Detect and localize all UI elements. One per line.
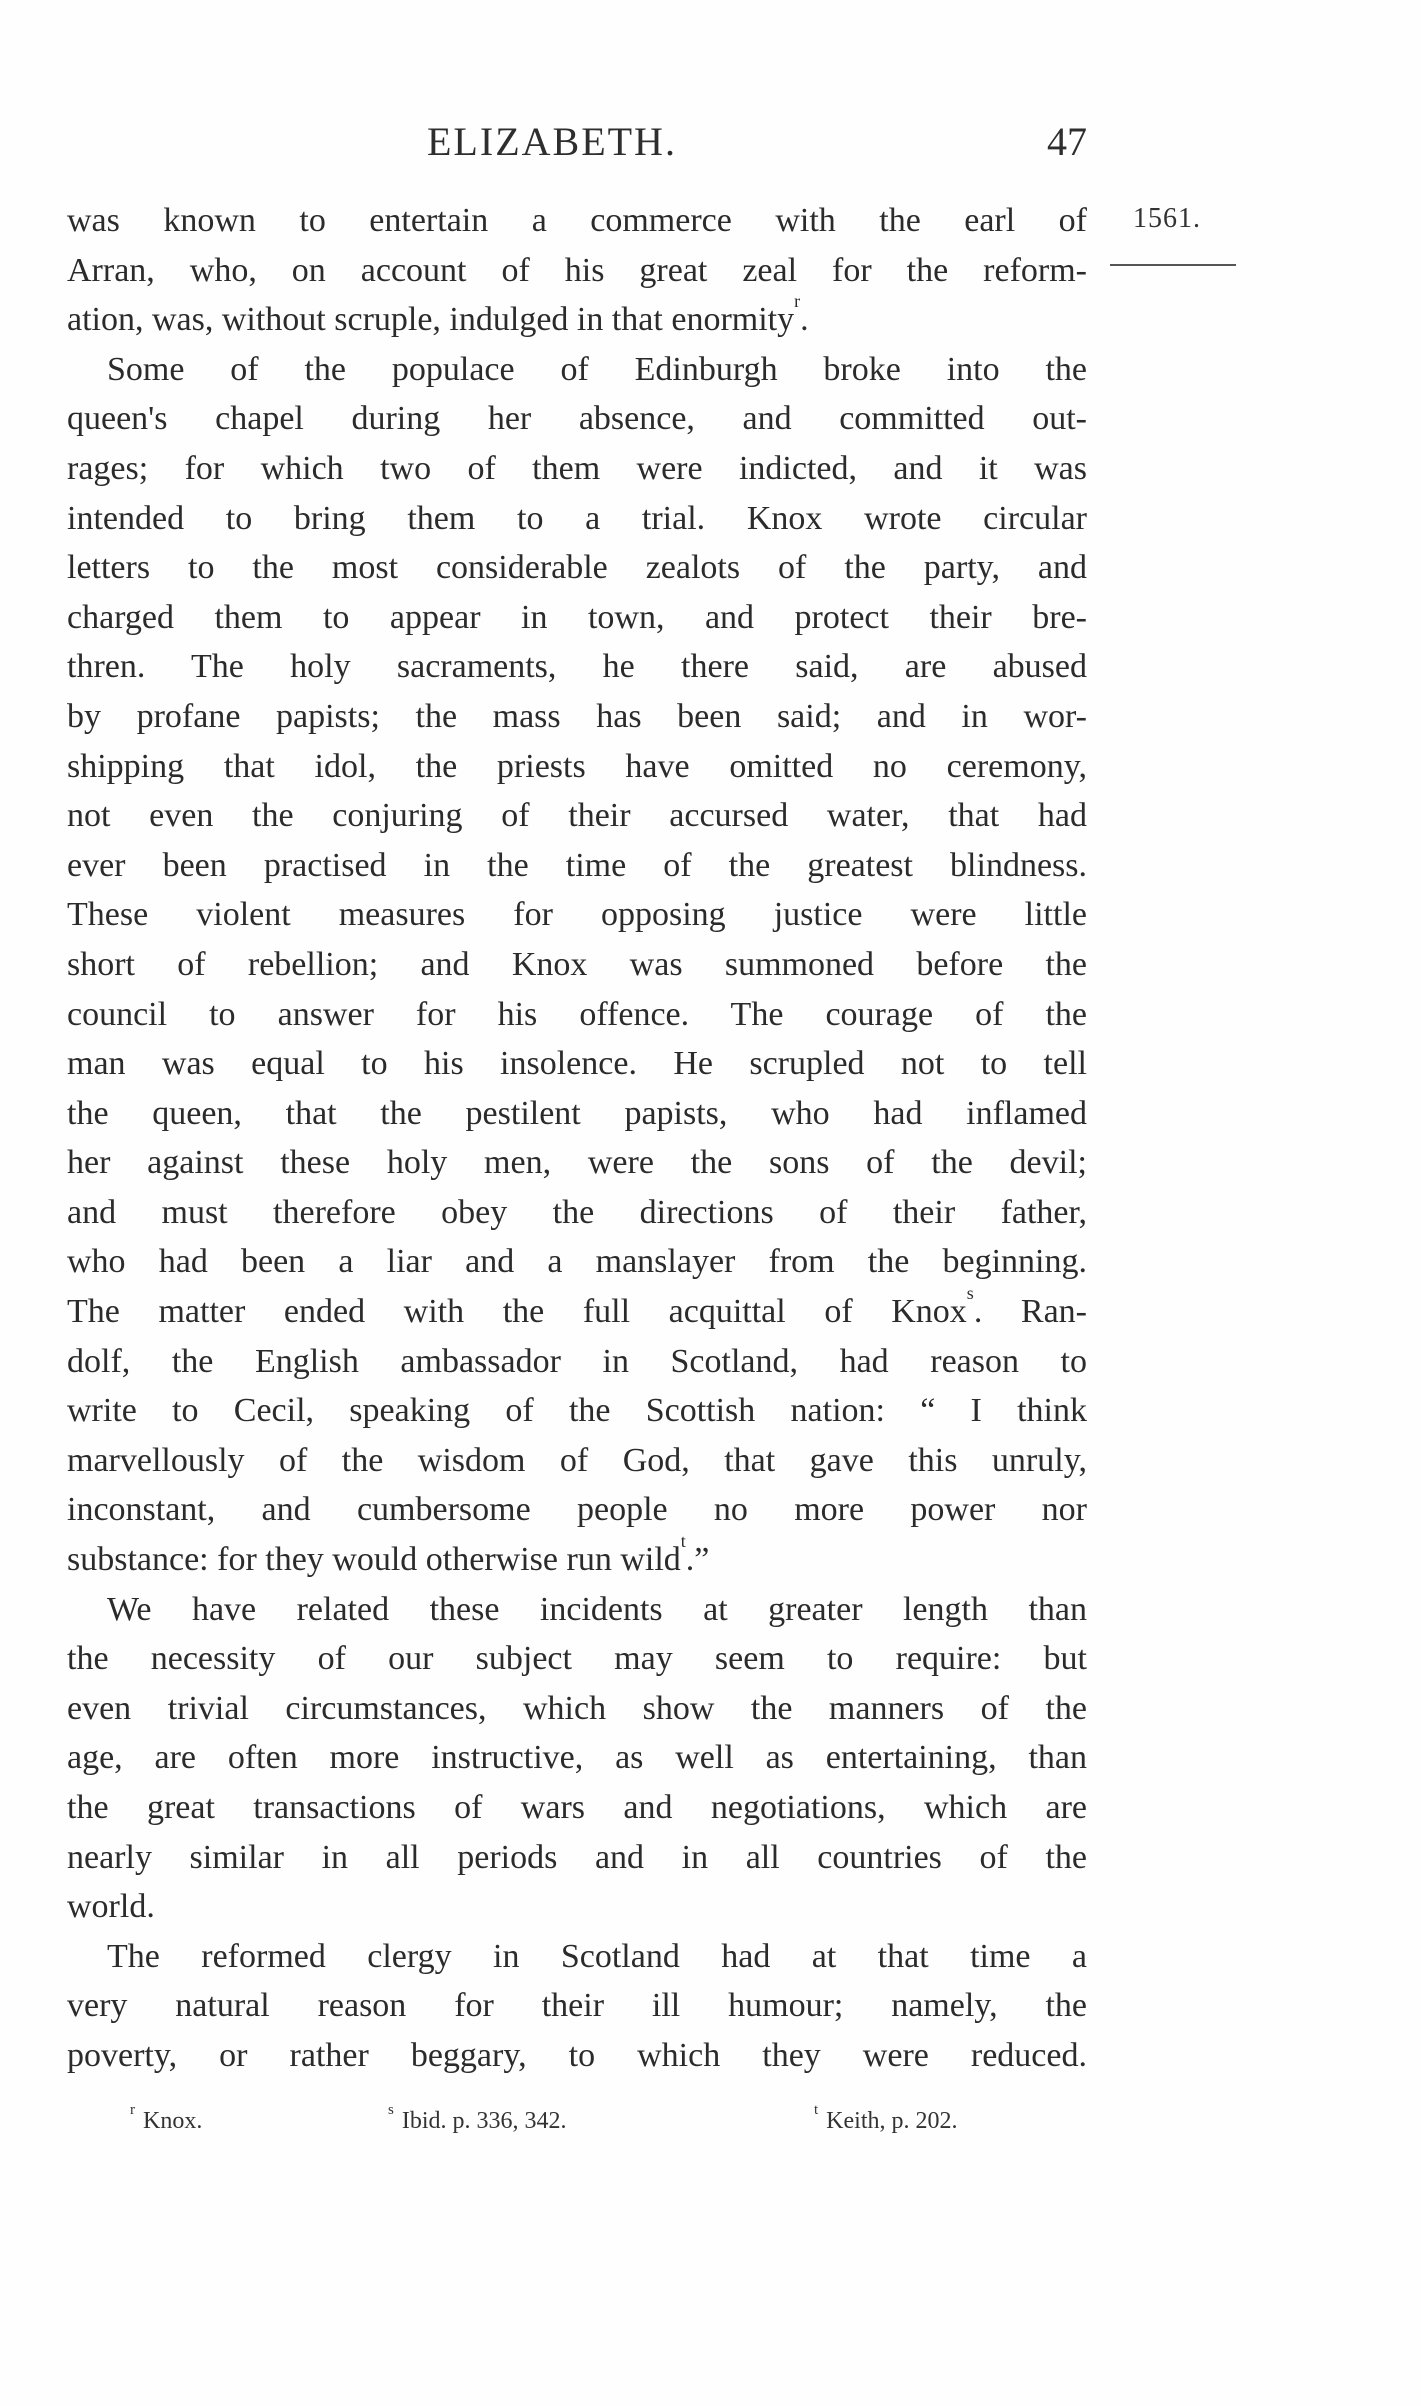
text-line: Some of the populace of Edinburgh broke into the [107,350,1087,388]
text-line [67,1283,1088,1337]
running-head: ELIZABETH. [427,119,677,164]
text-line: The reformed clergy in Scotland had at that time a [107,1937,1087,1975]
page-header [67,118,1087,178]
text-line: write to Cecil, speaking of the Scottish nation: “ I think [67,1392,1087,1430]
text-line: even trivial circumstances, which show the manners of the [67,1689,1087,1727]
text-line: ever been practised in the time of the greatest blindness. [67,846,1087,884]
text-line: inconstant, and cumbersome people no more power nor [67,1491,1087,1529]
text-line: These violent measures for opposing justice were little [67,896,1087,934]
text-fragment: substance: for they would otherwise run wild [67,1541,681,1579]
text-line: not even the conjuring of their accursed water, that had [67,797,1087,835]
text-line: dolf, the English ambassador in Scotland, had reason to [67,1342,1087,1380]
footnote-ref: s [966,1283,974,1304]
text-line: letters to the most considerable zealots of the party, and [67,549,1087,587]
footnote [388,2102,567,2135]
text-line: shipping that idol, the priests have omitted no ceremony, [67,747,1087,785]
text-fragment: . Ran- [973,1293,1088,1331]
paragraph [67,196,1087,345]
footnote-text: Ibid. p. 336, 342. [401,2108,567,2134]
text-line: the great transactions of wars and negotiations, which are [67,1789,1087,1826]
body-text [67,196,1087,2081]
text-line: who had been a liar and a manslayer from the beginning. [67,1243,1087,1281]
footnote-text: Keith, p. 202. [826,2108,958,2134]
text-line: very natural reason for their ill humour; namely, the [67,1987,1087,2025]
text-line: nearly similar in all periods and in all countries of the [67,1838,1087,1876]
text-line: her against these holy men, were the sons of the devil; [67,1144,1087,1182]
text-line: world. [67,1888,155,1926]
marginal-rule [1110,264,1236,266]
paragraph [67,345,1087,1585]
text-line: the necessity of our subject may seem to require: but [67,1640,1087,1678]
text-line: intended to bring them to a trial. Knox wrote circular [67,499,1087,537]
text-line: man was equal to his insolence. He scrupled not to tell [67,1045,1087,1083]
text-fragment: .” [685,1541,710,1579]
text-fragment: The matter ended with the full acquittal of Knox [67,1293,967,1331]
page-number: 47 [1047,119,1087,164]
footnote-text: Knox. [143,2108,203,2134]
text-fragment: ation, was, without scruple, indulged in that enormity [67,301,795,339]
text-line [67,291,1087,345]
text-line: queen's chapel during her absence, and committed out- [67,400,1087,438]
text-line: marvellously of the wisdom of God, that gave this unruly, [67,1441,1087,1479]
text-line: and must therefore obey the directions of their father, [67,1193,1087,1231]
text-line: by profane papists; the mass has been said; and in wor- [67,697,1087,735]
footnotes [130,2102,1060,2148]
text-line [67,1531,1087,1585]
text-fragment: . [800,301,809,339]
paragraph [67,1585,1087,1932]
footnote-mark: t [814,2102,819,2118]
text-line: thren. The holy sacraments, he there said, are abused [67,648,1087,686]
marginal-year: 1561. [1133,203,1201,234]
footnote-ref: r [794,291,801,312]
text-line: Arran, who, on account of his great zeal for the reform- [67,251,1087,289]
footnote-mark: s [388,2102,394,2118]
text-line: We have related these incidents at greater length than [107,1590,1087,1628]
text-line: short of rebellion; and Knox was summoned before the [67,945,1087,983]
text-line: charged them to appear in town, and protect their bre- [67,598,1087,636]
paragraph [67,1932,1087,2081]
footnote [130,2102,203,2135]
text-line: council to answer for his offence. The courage of the [67,995,1087,1033]
text-line: poverty, or rather beggary, to which they were reduced. [67,2036,1087,2074]
text-line: age, are often more instructive, as well as entertaining, than [67,1739,1087,1777]
text-line: was known to entertain a commerce with the earl of [67,202,1087,239]
text-line: the queen, that the pestilent papists, who had inflamed [67,1094,1087,1132]
footnote [814,2102,958,2135]
footnote-mark: r [130,2102,135,2118]
footnote-ref: t [680,1531,686,1552]
text-line: rages; for which two of them were indicted, and it was [67,449,1087,487]
